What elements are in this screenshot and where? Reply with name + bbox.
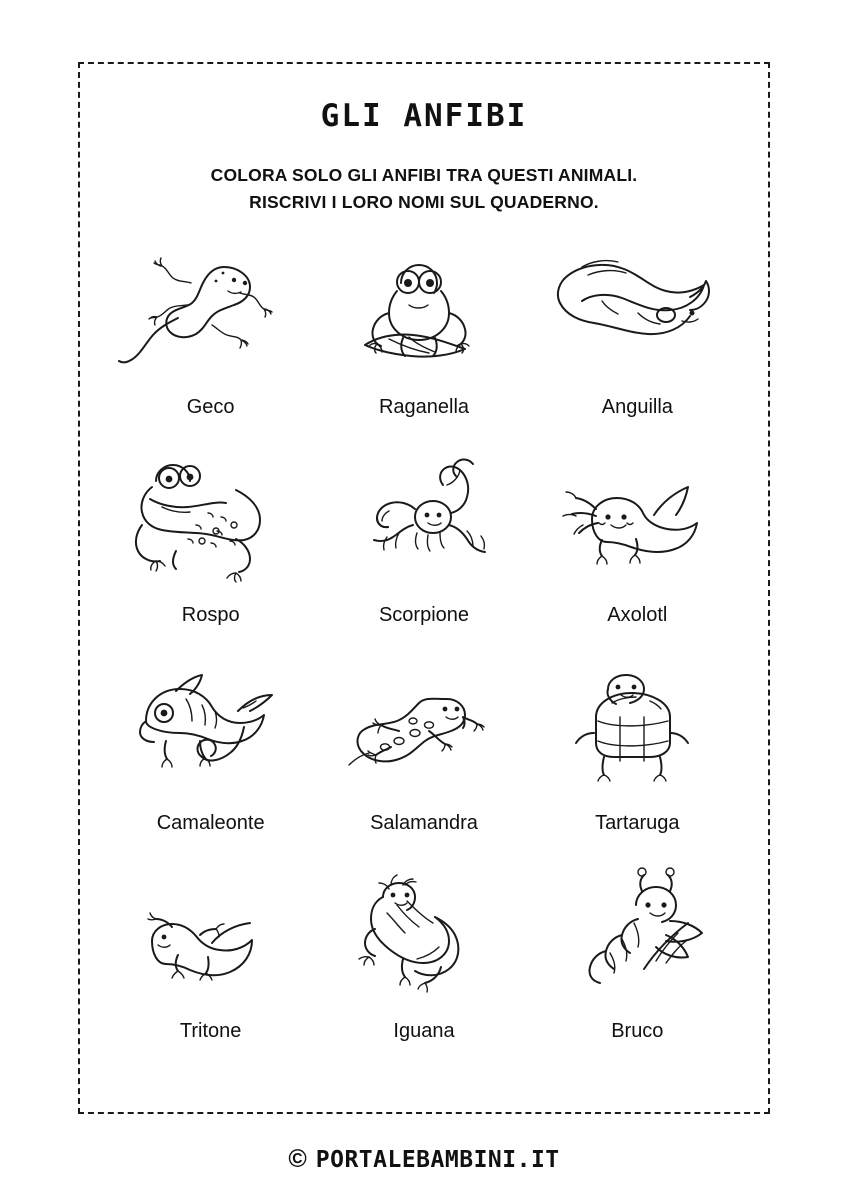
iguana-illustration [324,858,524,1018]
axolotl-illustration [537,442,737,602]
grid-item-anguilla[interactable] [531,234,744,442]
toad-illustration [111,442,311,602]
copyright-icon: © [288,1145,307,1173]
item-label: Raganella [378,396,470,419]
grid-item-tartaruga[interactable] [531,650,744,858]
caterpillar-illustration [537,858,737,1018]
instruction-line-2: RISCRIVI I LORO NOMI SUL QUADERNO. [249,192,599,213]
grid-item-axolotl[interactable] [531,442,744,650]
item-label: Rospo [181,604,240,627]
item-label: Anguilla [601,396,673,419]
item-label: Iguana [393,1020,455,1043]
grid-item-geco[interactable] [104,234,317,442]
grid-item-salamandra[interactable] [317,650,530,858]
scorpion-illustration [324,442,524,602]
worksheet-content [78,62,770,1114]
instruction-line-1: COLORA SOLO GLI ANFIBI TRA QUESTI ANIMALI. [210,165,638,185]
gecko-illustration [111,234,311,394]
turtle-illustration [537,650,737,810]
grid-item-camaleonte[interactable] [104,650,317,858]
page-title: GLI ANFIBI [320,98,528,134]
item-label: Tartaruga [595,812,680,835]
grid-item-rospo[interactable] [104,442,317,650]
grid-item-raganella[interactable] [317,234,530,442]
tree-frog-illustration [324,234,524,394]
item-label: Camaleonte [156,812,265,835]
salamander-illustration [324,650,524,810]
grid-item-iguana[interactable] [317,858,530,1066]
grid-item-tritone[interactable] [104,858,317,1066]
footer [0,1145,848,1174]
item-label: Geco [186,396,235,419]
grid-item-bruco[interactable] [531,858,744,1066]
newt-illustration [111,858,311,1018]
grid-item-scorpione[interactable] [317,442,530,650]
item-label: Tritone [179,1020,242,1043]
eel-illustration [537,234,737,394]
animal-grid [104,234,744,1066]
item-label: Axolotl [607,604,668,627]
site-brand: PORTALEBAMBINI.IT [315,1146,560,1173]
chameleon-illustration [111,650,311,810]
instructions [211,162,638,216]
item-label: Salamandra [370,812,478,835]
item-label: Scorpione [378,604,470,627]
item-label: Bruco [611,1020,664,1043]
